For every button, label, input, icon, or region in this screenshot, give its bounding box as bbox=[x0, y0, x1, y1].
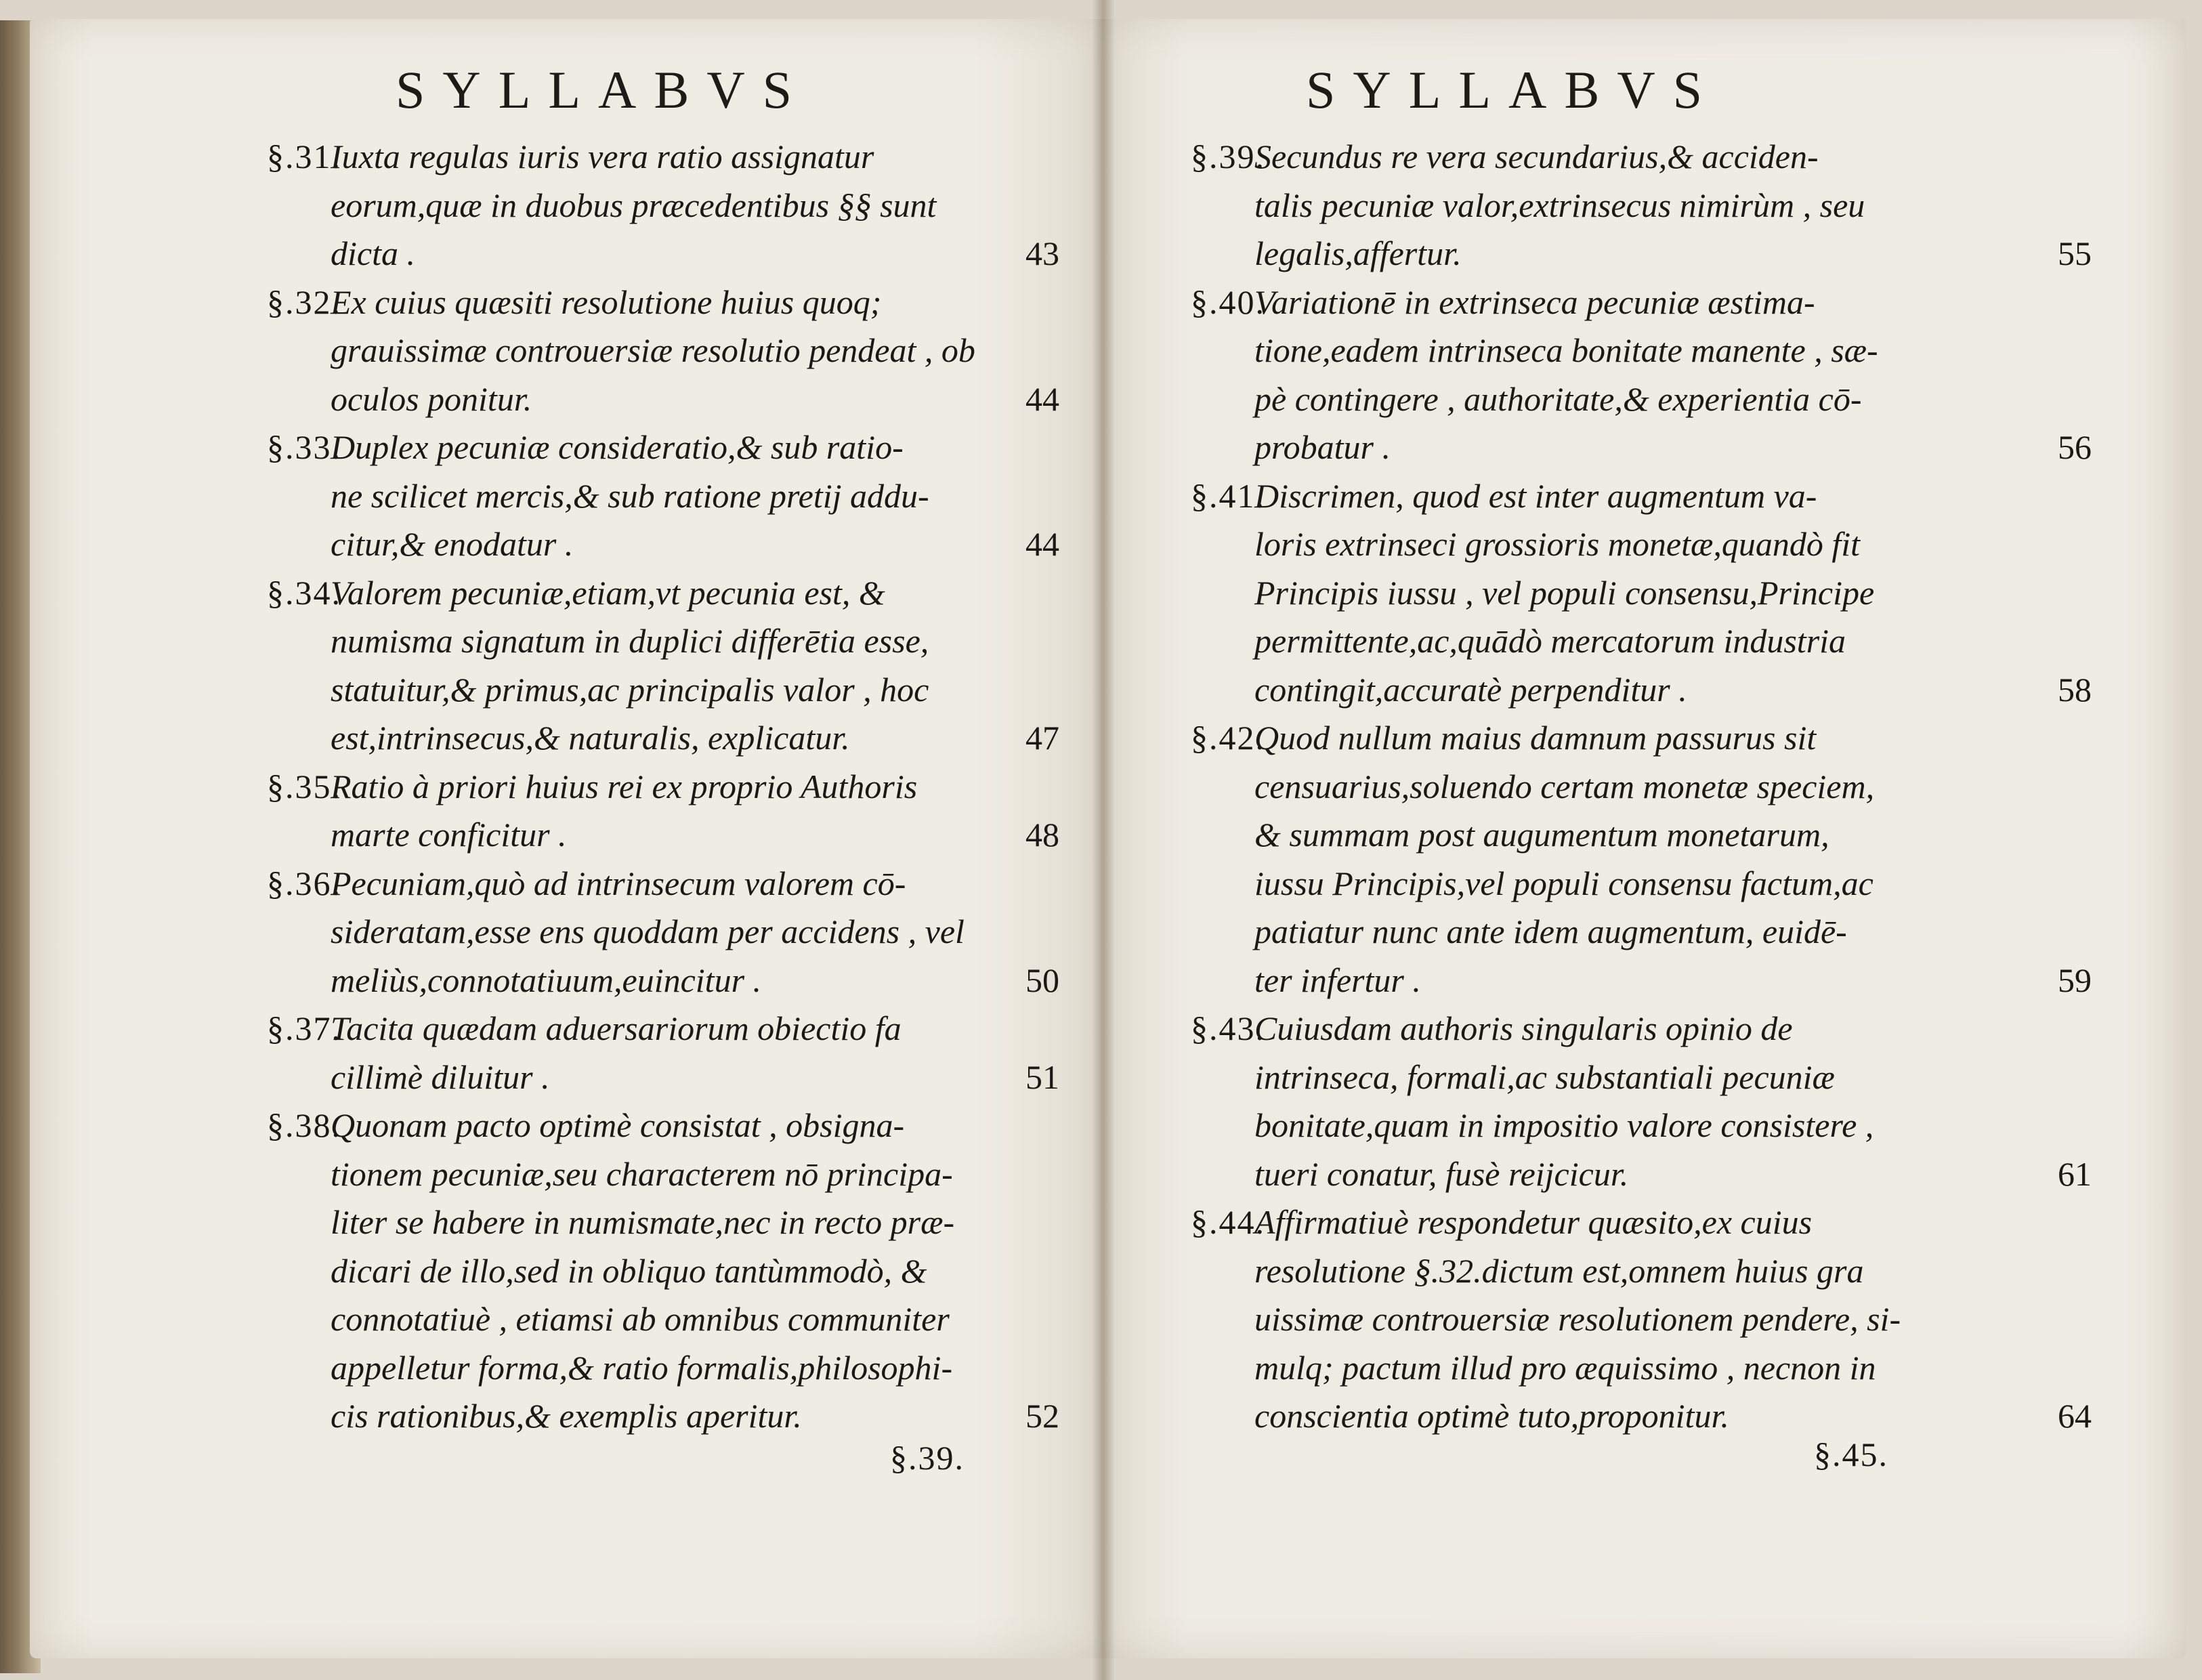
entry-text-line: permittente,ac,quādò mercatorum industria bbox=[1254, 622, 1846, 660]
entry-text-line: tione,eadem intrinseca bonitate manente , sæ- bbox=[1254, 331, 1878, 369]
syllabus-entry bbox=[267, 278, 1059, 424]
entry-text-line: grauissimæ controuersiæ resolutio pendeat , ob bbox=[331, 331, 975, 369]
entry-text-line: Iuxta regulas iuris vera ratio assignatur bbox=[331, 138, 874, 175]
syllabus-entry bbox=[267, 423, 1059, 569]
page-reference: 48 bbox=[1025, 816, 1059, 854]
entry-text-line: Duplex pecuniæ consideratio,& sub ratio- bbox=[331, 428, 904, 466]
section-number: §.34. bbox=[267, 573, 341, 612]
entry-text-line: cillimè diluitur . bbox=[331, 1057, 550, 1096]
syllabus-entry bbox=[1191, 278, 2092, 472]
entry-text-line: dicta . bbox=[331, 234, 415, 272]
entry-text-line: patiatur nunc ante idem augmentum, euidē- bbox=[1254, 912, 1847, 950]
section-number: §.32. bbox=[267, 282, 341, 321]
syllabus-entry bbox=[1191, 1198, 2092, 1441]
section-number: §.41. bbox=[1191, 476, 1265, 515]
entry-text-line: eorum,quæ in duobus præcedentibus §§ sunt bbox=[331, 186, 937, 224]
entry-text-line: numisma signatum in duplici differētia esse, bbox=[331, 622, 929, 660]
page-reference: 43 bbox=[1025, 234, 1059, 272]
entry-text-line: uissimæ controuersiæ resolutionem pendere, si- bbox=[1254, 1300, 1901, 1338]
syllabus-entry bbox=[1191, 472, 2092, 715]
entry-text-line: meliùs,connotatiuum,euincitur . bbox=[331, 961, 762, 999]
entry-text-line: Cuiusdam authoris singularis opinio de bbox=[1254, 1009, 1793, 1047]
syllabus-entries bbox=[1191, 133, 2092, 1441]
page-reference: 51 bbox=[1025, 1057, 1059, 1096]
section-number: §.39. bbox=[1191, 138, 1265, 175]
entry-text-line: Ratio à priori huius rei ex proprio Authoris bbox=[331, 767, 918, 805]
entry-text-line: contingit,accuratè perpenditur . bbox=[1254, 670, 1687, 709]
entry-text-line: Discrimen, quod est inter augmentum va- bbox=[1254, 476, 1817, 515]
page-reference: 55 bbox=[2058, 234, 2092, 272]
entry-text-line: statuitur,& primus,ac principalis valor , hoc bbox=[331, 670, 929, 709]
page-reference: 61 bbox=[2058, 1154, 2092, 1193]
syllabus-entry bbox=[267, 1101, 1059, 1441]
section-number: §.33. bbox=[267, 428, 341, 466]
entry-text-line: citur,& enodatur . bbox=[331, 525, 574, 563]
syllabus-entry bbox=[267, 1005, 1059, 1101]
entry-text-line: appelletur forma,& ratio formalis,philosophi- bbox=[331, 1348, 953, 1387]
section-number: §.40. bbox=[1191, 282, 1265, 321]
entry-text-line: sideratam,esse ens quoddam per accidens , vel bbox=[331, 912, 965, 950]
entry-text-line: est,intrinsecus,& naturalis, explicatur. bbox=[331, 719, 850, 757]
entry-text-line: Pecuniam,quò ad intrinsecum valorem cō- bbox=[331, 864, 906, 902]
section-number: §.35. bbox=[267, 767, 341, 805]
catchword: §.45. bbox=[1814, 1435, 1888, 1473]
entry-text-line: censuarius,soluendo certam monetæ speciem, bbox=[1254, 767, 1875, 805]
entry-text-line: talis pecuniæ valor,extrinsecus nimirùm , seu bbox=[1254, 186, 1865, 224]
entry-text-line: Valorem pecuniæ,etiam,vt pecunia est, & bbox=[331, 573, 885, 612]
catchword: §.39. bbox=[890, 1439, 965, 1477]
page-reference: 59 bbox=[2058, 961, 2092, 999]
entry-text-line: cis rationibus,& exemplis aperitur. bbox=[331, 1397, 802, 1435]
entry-text-line: mulq; pactum illud pro æquissimo , necnon in bbox=[1254, 1348, 1876, 1387]
entry-text-line: Tacita quædam aduersariorum obiectio fa bbox=[331, 1009, 902, 1047]
entry-text-line: Variationē in extrinseca pecuniæ æstima- bbox=[1254, 282, 1815, 321]
section-number: §.36. bbox=[267, 864, 341, 902]
section-number: §.43. bbox=[1191, 1009, 1265, 1047]
section-number: §.38. bbox=[267, 1106, 341, 1144]
right-page bbox=[1103, 19, 2186, 1658]
entry-text-line: tionem pecuniæ,seu characterem nō principa- bbox=[331, 1154, 953, 1193]
entry-text-line: oculos ponitur. bbox=[331, 379, 532, 418]
entry-text-line: ne scilicet mercis,& sub ratione pretij addu- bbox=[331, 476, 929, 515]
syllabus-entry bbox=[267, 860, 1059, 1005]
syllabus-entries bbox=[267, 133, 1059, 1441]
entry-text-line: Quod nullum maius damnum passurus sit bbox=[1254, 719, 1817, 757]
entry-text-line: Affirmatiuè respondetur quæsito,ex cuius bbox=[1254, 1203, 1813, 1241]
entry-text-line: liter se habere in numismate,nec in recto præ- bbox=[331, 1203, 955, 1241]
page-reference: 44 bbox=[1025, 525, 1059, 563]
entry-text-line: loris extrinseci grossioris monetæ,quandò fit bbox=[1254, 525, 1860, 563]
section-number: §.31. bbox=[267, 138, 341, 175]
entry-text-line: Secundus re vera secundarius,& acciden- bbox=[1254, 138, 1819, 175]
section-number: §.44. bbox=[1191, 1203, 1265, 1241]
page-title: SYLLABVS bbox=[1306, 60, 1720, 119]
entry-text-line: dicari de illo,sed in obliquo tantùmmodò, & bbox=[331, 1251, 927, 1290]
entry-text-line: legalis,affertur. bbox=[1254, 234, 1462, 272]
entry-text-line: iussu Principis,vel populi consensu factum,ac bbox=[1254, 864, 1873, 902]
entry-text-line: pè contingere , authoritate,& experientia cō- bbox=[1254, 379, 1862, 418]
page-reference: 47 bbox=[1025, 719, 1059, 757]
page-reference: 56 bbox=[2058, 428, 2092, 466]
page-reference: 44 bbox=[1025, 379, 1059, 418]
syllabus-entry bbox=[1191, 714, 2092, 1005]
entry-text-line: marte conficitur . bbox=[331, 816, 567, 854]
entry-text-line: Quonam pacto optimè consistat , obsigna- bbox=[331, 1106, 905, 1144]
entry-text-line: bonitate,quam in impositio valore consistere , bbox=[1254, 1106, 1874, 1144]
syllabus-entry bbox=[1191, 133, 2092, 278]
entry-text-line: Ex cuius quæsiti resolutione huius quoq; bbox=[331, 282, 882, 321]
syllabus-entry bbox=[267, 763, 1059, 860]
section-number: §.42. bbox=[1191, 719, 1265, 757]
left-page bbox=[30, 19, 1103, 1658]
page-reference: 50 bbox=[1025, 961, 1059, 999]
entry-text-line: resolutione §.32.dictum est,omnem huius gra bbox=[1254, 1251, 1864, 1290]
syllabus-entry bbox=[267, 133, 1059, 278]
section-number: §.37. bbox=[267, 1009, 341, 1047]
entry-text-line: ter infertur . bbox=[1254, 961, 1421, 999]
page-reference: 58 bbox=[2058, 670, 2092, 709]
entry-text-line: connotatiuè , etiamsi ab omnibus communiter bbox=[331, 1300, 950, 1338]
page-reference: 64 bbox=[2058, 1397, 2092, 1435]
entry-text-line: Principis iussu , vel populi consensu,Principe bbox=[1254, 573, 1875, 612]
entry-text-line: intrinseca, formali,ac substantiali pecuniæ bbox=[1254, 1057, 1835, 1096]
entry-text-line: conscientia optimè tuto,proponitur. bbox=[1254, 1397, 1729, 1435]
syllabus-entry bbox=[267, 569, 1059, 763]
syllabus-entry bbox=[1191, 1005, 2092, 1198]
book-gutter bbox=[1092, 0, 1115, 1680]
entry-text-line: tueri conatur, fusè reijcicur. bbox=[1254, 1154, 1629, 1193]
page-reference: 52 bbox=[1025, 1397, 1059, 1435]
entry-text-line: probatur . bbox=[1254, 428, 1391, 466]
entry-text-line: & summam post augumentum monetarum, bbox=[1254, 816, 1829, 854]
page-title: SYLLABVS bbox=[396, 60, 810, 119]
